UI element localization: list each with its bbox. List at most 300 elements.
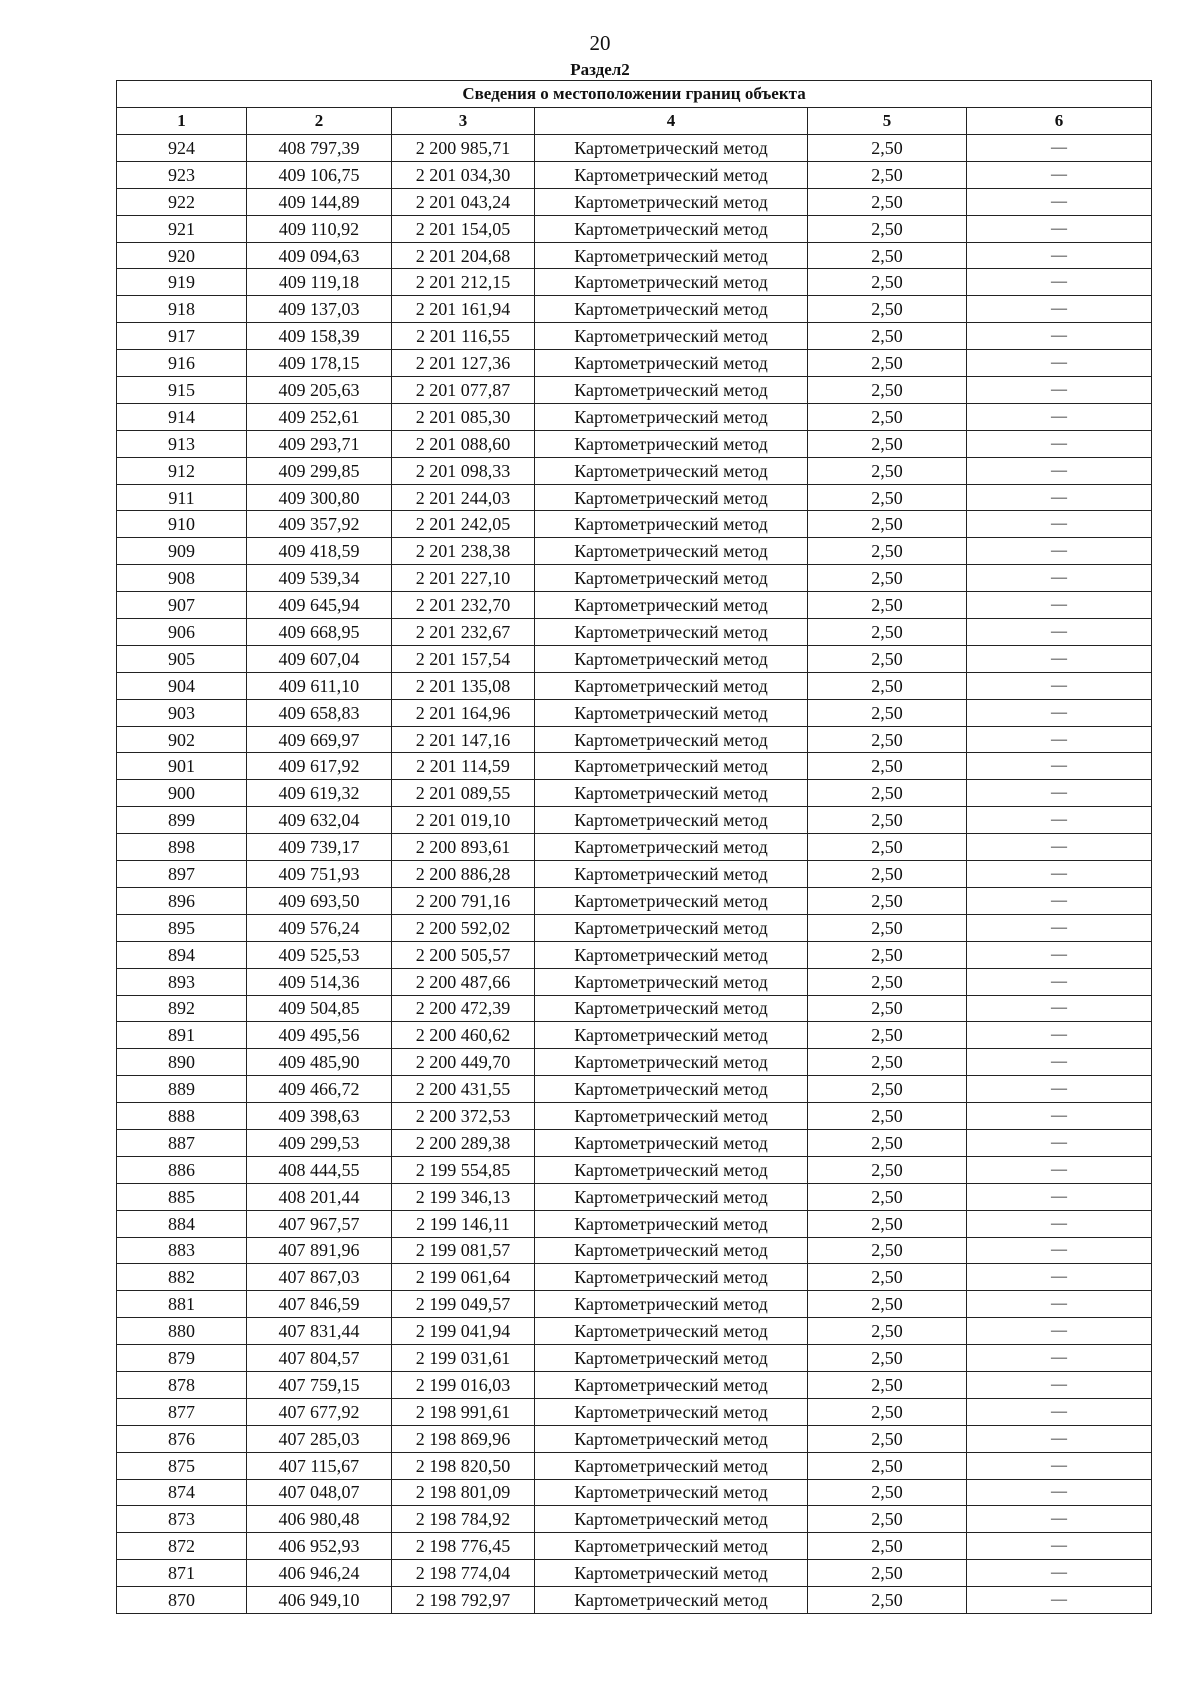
table-row <box>117 968 1152 995</box>
cell-accuracy: 2,50 <box>808 807 967 834</box>
cell-point-number: 921 <box>117 215 247 242</box>
cell-accuracy: 2,50 <box>808 834 967 861</box>
cell-method: Картометрический метод <box>535 269 808 296</box>
cell-note: — <box>967 592 1152 619</box>
cell-method: Картометрический метод <box>535 1587 808 1614</box>
cell-method: Картометрический метод <box>535 188 808 215</box>
table-title: Сведения о местоположении границ объекта <box>117 81 1152 108</box>
table-row <box>117 135 1152 162</box>
section-label: Раздел2 <box>570 60 630 79</box>
cell-point-number: 884 <box>117 1210 247 1237</box>
table-row <box>117 1103 1152 1130</box>
cell-method: Картометрический метод <box>535 350 808 377</box>
cell-point-number: 880 <box>117 1318 247 1345</box>
cell-y-coordinate: 2 200 886,28 <box>392 861 535 888</box>
table-row <box>117 1452 1152 1479</box>
cell-x-coordinate: 407 115,67 <box>247 1452 392 1479</box>
table-row <box>117 1425 1152 1452</box>
table-row <box>117 1533 1152 1560</box>
cell-method: Картометрический метод <box>535 1371 808 1398</box>
cell-accuracy: 2,50 <box>808 457 967 484</box>
table-row <box>117 1156 1152 1183</box>
cell-y-coordinate: 2 201 164,96 <box>392 699 535 726</box>
cell-point-number: 923 <box>117 161 247 188</box>
cell-y-coordinate: 2 200 592,02 <box>392 914 535 941</box>
cell-accuracy: 2,50 <box>808 1183 967 1210</box>
cell-y-coordinate: 2 201 043,24 <box>392 188 535 215</box>
cell-y-coordinate: 2 200 487,66 <box>392 968 535 995</box>
cell-accuracy: 2,50 <box>808 1129 967 1156</box>
cell-method: Картометрический метод <box>535 430 808 457</box>
cell-y-coordinate: 2 201 019,10 <box>392 807 535 834</box>
cell-y-coordinate: 2 201 212,15 <box>392 269 535 296</box>
cell-accuracy: 2,50 <box>808 1452 967 1479</box>
cell-accuracy: 2,50 <box>808 726 967 753</box>
cell-y-coordinate: 2 201 232,70 <box>392 592 535 619</box>
table-row <box>117 430 1152 457</box>
cell-note: — <box>967 807 1152 834</box>
cell-note: — <box>967 565 1152 592</box>
cell-y-coordinate: 2 201 204,68 <box>392 242 535 269</box>
cell-x-coordinate: 409 299,85 <box>247 457 392 484</box>
cell-accuracy: 2,50 <box>808 484 967 511</box>
cell-point-number: 888 <box>117 1103 247 1130</box>
cell-accuracy: 2,50 <box>808 1264 967 1291</box>
cell-x-coordinate: 409 669,97 <box>247 726 392 753</box>
cell-point-number: 915 <box>117 377 247 404</box>
cell-method: Картометрический метод <box>535 403 808 430</box>
cell-note: — <box>967 296 1152 323</box>
cell-x-coordinate: 409 094,63 <box>247 242 392 269</box>
cell-point-number: 886 <box>117 1156 247 1183</box>
table-row <box>117 1371 1152 1398</box>
cell-point-number: 909 <box>117 538 247 565</box>
cell-point-number: 895 <box>117 914 247 941</box>
cell-y-coordinate: 2 201 088,60 <box>392 430 535 457</box>
column-number-row <box>117 108 1152 135</box>
cell-point-number: 876 <box>117 1425 247 1452</box>
cell-note: — <box>967 1237 1152 1264</box>
cell-point-number: 907 <box>117 592 247 619</box>
cell-y-coordinate: 2 201 114,59 <box>392 753 535 780</box>
cell-method: Картометрический метод <box>535 1156 808 1183</box>
cell-y-coordinate: 2 201 147,16 <box>392 726 535 753</box>
table-row <box>117 619 1152 646</box>
cell-point-number: 887 <box>117 1129 247 1156</box>
cell-x-coordinate: 409 110,92 <box>247 215 392 242</box>
cell-point-number: 922 <box>117 188 247 215</box>
cell-point-number: 898 <box>117 834 247 861</box>
column-number-4: 4 <box>535 108 808 135</box>
table-row <box>117 672 1152 699</box>
cell-point-number: 894 <box>117 941 247 968</box>
cell-x-coordinate: 408 201,44 <box>247 1183 392 1210</box>
cell-accuracy: 2,50 <box>808 861 967 888</box>
table-row <box>117 1506 1152 1533</box>
cell-point-number: 920 <box>117 242 247 269</box>
column-number-6: 6 <box>967 108 1152 135</box>
cell-method: Картометрический метод <box>535 1183 808 1210</box>
column-number-3: 3 <box>392 108 535 135</box>
cell-method: Картометрический метод <box>535 834 808 861</box>
cell-y-coordinate: 2 201 127,36 <box>392 350 535 377</box>
cell-x-coordinate: 409 619,32 <box>247 780 392 807</box>
cell-y-coordinate: 2 201 244,03 <box>392 484 535 511</box>
cell-x-coordinate: 409 632,04 <box>247 807 392 834</box>
cell-note: — <box>967 941 1152 968</box>
table-row <box>117 726 1152 753</box>
cell-method: Картометрический метод <box>535 1533 808 1560</box>
cell-y-coordinate: 2 201 085,30 <box>392 403 535 430</box>
cell-x-coordinate: 409 252,61 <box>247 403 392 430</box>
cell-x-coordinate: 408 797,39 <box>247 135 392 162</box>
cell-point-number: 902 <box>117 726 247 753</box>
cell-y-coordinate: 2 201 116,55 <box>392 323 535 350</box>
cell-note: — <box>967 188 1152 215</box>
cell-note: — <box>967 1506 1152 1533</box>
cell-note: — <box>967 350 1152 377</box>
cell-point-number: 918 <box>117 296 247 323</box>
cell-x-coordinate: 407 048,07 <box>247 1479 392 1506</box>
cell-y-coordinate: 2 200 372,53 <box>392 1103 535 1130</box>
cell-y-coordinate: 2 201 238,38 <box>392 538 535 565</box>
table-row <box>117 457 1152 484</box>
cell-accuracy: 2,50 <box>808 699 967 726</box>
cell-note: — <box>967 1264 1152 1291</box>
cell-accuracy: 2,50 <box>808 1103 967 1130</box>
cell-accuracy: 2,50 <box>808 1479 967 1506</box>
cell-x-coordinate: 407 804,57 <box>247 1345 392 1372</box>
table-row <box>117 269 1152 296</box>
cell-method: Картометрический метод <box>535 538 808 565</box>
cell-accuracy: 2,50 <box>808 430 967 457</box>
table-row <box>117 215 1152 242</box>
cell-method: Картометрический метод <box>535 592 808 619</box>
cell-y-coordinate: 2 200 893,61 <box>392 834 535 861</box>
cell-note: — <box>967 1156 1152 1183</box>
cell-point-number: 908 <box>117 565 247 592</box>
cell-method: Картометрический метод <box>535 484 808 511</box>
cell-accuracy: 2,50 <box>808 1506 967 1533</box>
cell-x-coordinate: 409 495,56 <box>247 1022 392 1049</box>
cell-point-number: 903 <box>117 699 247 726</box>
cell-note: — <box>967 1318 1152 1345</box>
table-header <box>117 81 1152 135</box>
cell-x-coordinate: 409 178,15 <box>247 350 392 377</box>
table-row <box>117 699 1152 726</box>
table-row <box>117 995 1152 1022</box>
table-title-row <box>117 81 1152 108</box>
cell-accuracy: 2,50 <box>808 995 967 1022</box>
cell-x-coordinate: 409 418,59 <box>247 538 392 565</box>
cell-note: — <box>967 269 1152 296</box>
cell-accuracy: 2,50 <box>808 538 967 565</box>
cell-accuracy: 2,50 <box>808 592 967 619</box>
cell-x-coordinate: 407 677,92 <box>247 1398 392 1425</box>
cell-accuracy: 2,50 <box>808 215 967 242</box>
cell-point-number: 890 <box>117 1049 247 1076</box>
cell-y-coordinate: 2 198 784,92 <box>392 1506 535 1533</box>
cell-y-coordinate: 2 201 242,05 <box>392 511 535 538</box>
cell-note: — <box>967 914 1152 941</box>
cell-x-coordinate: 407 846,59 <box>247 1291 392 1318</box>
cell-method: Картометрический метод <box>535 1237 808 1264</box>
cell-x-coordinate: 409 106,75 <box>247 161 392 188</box>
cell-note: — <box>967 403 1152 430</box>
cell-point-number: 892 <box>117 995 247 1022</box>
cell-x-coordinate: 409 576,24 <box>247 914 392 941</box>
cell-method: Картометрический метод <box>535 215 808 242</box>
table-row <box>117 1398 1152 1425</box>
cell-method: Картометрический метод <box>535 699 808 726</box>
cell-method: Картометрический метод <box>535 887 808 914</box>
cell-point-number: 914 <box>117 403 247 430</box>
table-row <box>117 1022 1152 1049</box>
cell-method: Картометрический метод <box>535 968 808 995</box>
cell-y-coordinate: 2 198 991,61 <box>392 1398 535 1425</box>
column-number-2: 2 <box>247 108 392 135</box>
cell-note: — <box>967 672 1152 699</box>
cell-x-coordinate: 409 617,92 <box>247 753 392 780</box>
cell-y-coordinate: 2 201 135,08 <box>392 672 535 699</box>
cell-point-number: 871 <box>117 1560 247 1587</box>
table-row <box>117 1560 1152 1587</box>
cell-accuracy: 2,50 <box>808 1237 967 1264</box>
cell-note: — <box>967 1371 1152 1398</box>
cell-accuracy: 2,50 <box>808 619 967 646</box>
cell-method: Картометрический метод <box>535 1076 808 1103</box>
cell-y-coordinate: 2 199 061,64 <box>392 1264 535 1291</box>
cell-accuracy: 2,50 <box>808 914 967 941</box>
cell-method: Картометрический метод <box>535 161 808 188</box>
cell-point-number: 912 <box>117 457 247 484</box>
table-row <box>117 484 1152 511</box>
cell-y-coordinate: 2 200 505,57 <box>392 941 535 968</box>
cell-point-number: 881 <box>117 1291 247 1318</box>
cell-method: Картометрический метод <box>535 1425 808 1452</box>
cell-accuracy: 2,50 <box>808 1587 967 1614</box>
cell-note: — <box>967 430 1152 457</box>
cell-method: Картометрический метод <box>535 457 808 484</box>
column-number-1: 1 <box>117 108 247 135</box>
cell-note: — <box>967 1076 1152 1103</box>
cell-x-coordinate: 406 952,93 <box>247 1533 392 1560</box>
cell-accuracy: 2,50 <box>808 565 967 592</box>
cell-point-number: 904 <box>117 672 247 699</box>
cell-x-coordinate: 409 514,36 <box>247 968 392 995</box>
cell-x-coordinate: 406 980,48 <box>247 1506 392 1533</box>
cell-point-number: 901 <box>117 753 247 780</box>
table-row <box>117 1318 1152 1345</box>
cell-method: Картометрический метод <box>535 619 808 646</box>
cell-y-coordinate: 2 199 016,03 <box>392 1371 535 1398</box>
cell-note: — <box>967 242 1152 269</box>
cell-point-number: 924 <box>117 135 247 162</box>
cell-accuracy: 2,50 <box>808 1022 967 1049</box>
cell-point-number: 899 <box>117 807 247 834</box>
cell-y-coordinate: 2 201 157,54 <box>392 645 535 672</box>
cell-method: Картометрический метод <box>535 1506 808 1533</box>
cell-accuracy: 2,50 <box>808 1398 967 1425</box>
cell-x-coordinate: 409 299,53 <box>247 1129 392 1156</box>
table-row <box>117 1237 1152 1264</box>
cell-method: Картометрический метод <box>535 914 808 941</box>
cell-method: Картометрический метод <box>535 1452 808 1479</box>
cell-point-number: 878 <box>117 1371 247 1398</box>
cell-note: — <box>967 619 1152 646</box>
cell-x-coordinate: 408 444,55 <box>247 1156 392 1183</box>
cell-x-coordinate: 409 539,34 <box>247 565 392 592</box>
cell-point-number: 891 <box>117 1022 247 1049</box>
cell-point-number: 917 <box>117 323 247 350</box>
table-row <box>117 645 1152 672</box>
cell-accuracy: 2,50 <box>808 135 967 162</box>
cell-accuracy: 2,50 <box>808 1049 967 1076</box>
table-row <box>117 242 1152 269</box>
table-row <box>117 861 1152 888</box>
cell-note: — <box>967 1560 1152 1587</box>
cell-method: Картометрический метод <box>535 1479 808 1506</box>
table-row <box>117 350 1152 377</box>
cell-x-coordinate: 409 398,63 <box>247 1103 392 1130</box>
cell-note: — <box>967 887 1152 914</box>
cell-x-coordinate: 409 645,94 <box>247 592 392 619</box>
cell-accuracy: 2,50 <box>808 188 967 215</box>
cell-note: — <box>967 1533 1152 1560</box>
cell-accuracy: 2,50 <box>808 1425 967 1452</box>
table-row <box>117 403 1152 430</box>
cell-accuracy: 2,50 <box>808 269 967 296</box>
cell-method: Картометрический метод <box>535 726 808 753</box>
cell-y-coordinate: 2 200 431,55 <box>392 1076 535 1103</box>
table-row <box>117 941 1152 968</box>
boundary-coordinates-table <box>116 80 1152 1614</box>
cell-y-coordinate: 2 199 031,61 <box>392 1345 535 1372</box>
cell-method: Картометрический метод <box>535 565 808 592</box>
cell-point-number: 919 <box>117 269 247 296</box>
cell-method: Картометрический метод <box>535 511 808 538</box>
cell-note: — <box>967 323 1152 350</box>
column-number-5: 5 <box>808 108 967 135</box>
cell-x-coordinate: 409 668,95 <box>247 619 392 646</box>
cell-accuracy: 2,50 <box>808 887 967 914</box>
cell-note: — <box>967 1129 1152 1156</box>
cell-accuracy: 2,50 <box>808 1533 967 1560</box>
cell-method: Картометрический метод <box>535 323 808 350</box>
cell-method: Картометрический метод <box>535 1129 808 1156</box>
cell-method: Картометрический метод <box>535 1022 808 1049</box>
cell-x-coordinate: 409 300,80 <box>247 484 392 511</box>
cell-x-coordinate: 406 946,24 <box>247 1560 392 1587</box>
cell-note: — <box>967 1479 1152 1506</box>
cell-y-coordinate: 2 198 820,50 <box>392 1452 535 1479</box>
table-row <box>117 1210 1152 1237</box>
cell-y-coordinate: 2 199 049,57 <box>392 1291 535 1318</box>
cell-method: Картометрический метод <box>535 807 808 834</box>
cell-point-number: 882 <box>117 1264 247 1291</box>
cell-point-number: 893 <box>117 968 247 995</box>
cell-method: Картометрический метод <box>535 753 808 780</box>
cell-point-number: 874 <box>117 1479 247 1506</box>
cell-point-number: 873 <box>117 1506 247 1533</box>
cell-note: — <box>967 1425 1152 1452</box>
cell-y-coordinate: 2 201 089,55 <box>392 780 535 807</box>
cell-x-coordinate: 407 891,96 <box>247 1237 392 1264</box>
cell-accuracy: 2,50 <box>808 1371 967 1398</box>
cell-x-coordinate: 409 144,89 <box>247 188 392 215</box>
cell-accuracy: 2,50 <box>808 1156 967 1183</box>
cell-method: Картометрический метод <box>535 1398 808 1425</box>
cell-note: — <box>967 215 1152 242</box>
cell-note: — <box>967 834 1152 861</box>
table-row <box>117 914 1152 941</box>
table-row <box>117 753 1152 780</box>
table-row <box>117 1129 1152 1156</box>
cell-note: — <box>967 1210 1152 1237</box>
cell-accuracy: 2,50 <box>808 511 967 538</box>
table-row <box>117 780 1152 807</box>
table-row <box>117 511 1152 538</box>
cell-note: — <box>967 1183 1152 1210</box>
cell-accuracy: 2,50 <box>808 968 967 995</box>
cell-y-coordinate: 2 199 081,57 <box>392 1237 535 1264</box>
cell-method: Картометрический метод <box>535 780 808 807</box>
cell-accuracy: 2,50 <box>808 296 967 323</box>
table-row <box>117 377 1152 404</box>
cell-y-coordinate: 2 199 041,94 <box>392 1318 535 1345</box>
cell-method: Картометрический метод <box>535 135 808 162</box>
cell-y-coordinate: 2 201 154,05 <box>392 215 535 242</box>
cell-x-coordinate: 407 967,57 <box>247 1210 392 1237</box>
cell-x-coordinate: 409 485,90 <box>247 1049 392 1076</box>
cell-accuracy: 2,50 <box>808 377 967 404</box>
cell-accuracy: 2,50 <box>808 323 967 350</box>
cell-accuracy: 2,50 <box>808 1345 967 1372</box>
page-number: 20 <box>589 31 611 55</box>
cell-note: — <box>967 1587 1152 1614</box>
cell-x-coordinate: 409 693,50 <box>247 887 392 914</box>
cell-y-coordinate: 2 198 774,04 <box>392 1560 535 1587</box>
cell-method: Картометрический метод <box>535 377 808 404</box>
cell-x-coordinate: 409 137,03 <box>247 296 392 323</box>
cell-accuracy: 2,50 <box>808 753 967 780</box>
cell-accuracy: 2,50 <box>808 780 967 807</box>
cell-method: Картометрический метод <box>535 1291 808 1318</box>
cell-note: — <box>967 753 1152 780</box>
cell-note: — <box>967 538 1152 565</box>
cell-point-number: 872 <box>117 1533 247 1560</box>
cell-note: — <box>967 1022 1152 1049</box>
cell-accuracy: 2,50 <box>808 1560 967 1587</box>
cell-accuracy: 2,50 <box>808 350 967 377</box>
cell-y-coordinate: 2 200 985,71 <box>392 135 535 162</box>
cell-method: Картометрический метод <box>535 1049 808 1076</box>
cell-accuracy: 2,50 <box>808 403 967 430</box>
cell-method: Картометрический метод <box>535 1210 808 1237</box>
cell-accuracy: 2,50 <box>808 1210 967 1237</box>
cell-y-coordinate: 2 201 098,33 <box>392 457 535 484</box>
cell-note: — <box>967 1049 1152 1076</box>
cell-point-number: 877 <box>117 1398 247 1425</box>
cell-note: — <box>967 511 1152 538</box>
cell-accuracy: 2,50 <box>808 1318 967 1345</box>
cell-x-coordinate: 409 205,63 <box>247 377 392 404</box>
cell-note: — <box>967 1398 1152 1425</box>
cell-x-coordinate: 409 607,04 <box>247 645 392 672</box>
table-body <box>117 135 1152 1614</box>
cell-method: Картометрический метод <box>535 1560 808 1587</box>
cell-point-number: 870 <box>117 1587 247 1614</box>
